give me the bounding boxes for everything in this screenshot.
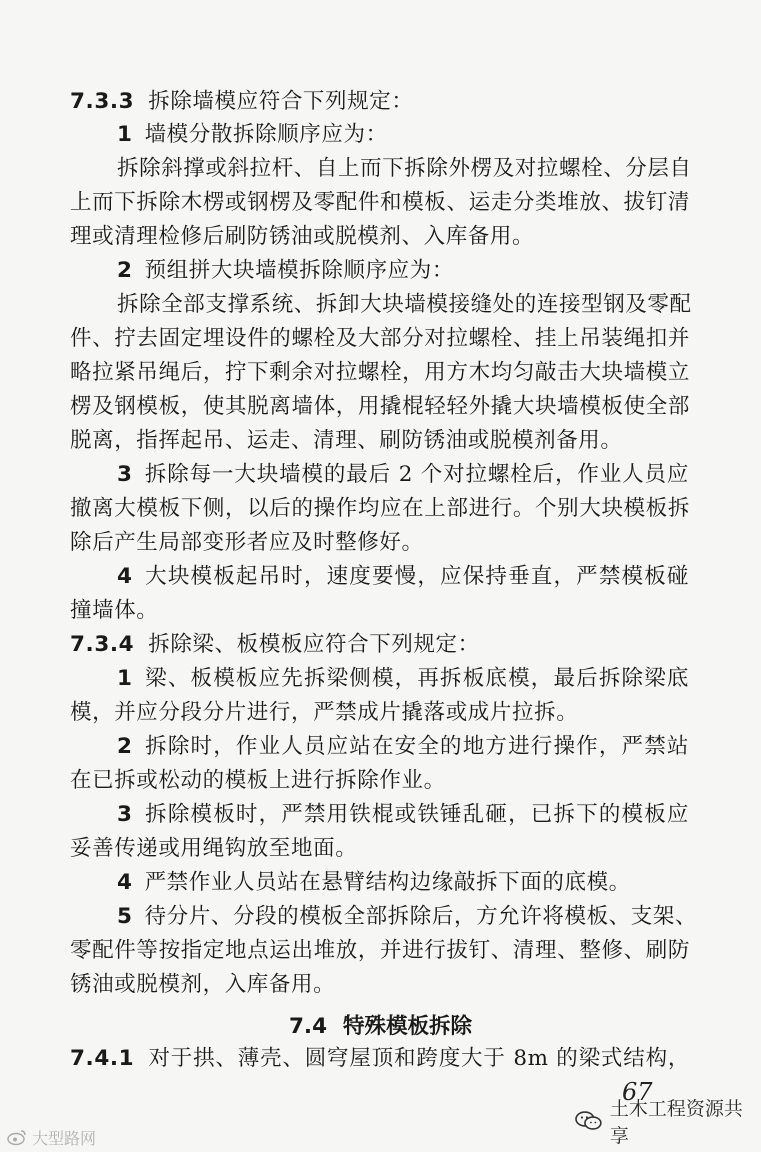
clause-number: 7.3.4: [70, 632, 135, 657]
item-text: 拆除每一大块墙模的最后 2 个对拉螺栓后，作业人员应: [144, 462, 689, 487]
paragraph-line: 在已拆或松动的模板上进行拆除作业。: [70, 768, 446, 793]
item-number: 5: [117, 904, 133, 929]
paragraph-line: 理或清理检修后刷防锈油或脱模剂、入库备用。: [70, 224, 535, 249]
item-number: 4: [117, 870, 133, 895]
item-title: 墙模分散拆除顺序应为：: [144, 122, 388, 147]
item-text: 严禁作业人员站在悬臂结构边缘敲拆下面的底模。: [144, 870, 631, 895]
watermark-right-text: 土木工程资源共享: [609, 1098, 743, 1147]
item-number: 3: [117, 802, 133, 827]
paragraph-line: 拆除斜撑或斜拉杆、自上而下拆除外楞及对拉螺栓、分层自: [117, 156, 692, 181]
item-number: 4: [117, 564, 133, 589]
section-title: 特殊模板拆除: [343, 1014, 473, 1039]
paragraph-line: 拆除全部支撑系统、拆卸大块墙模接缝处的连接型钢及零配: [117, 292, 692, 317]
item-text: 梁、板模板应先拆梁侧模，再拆板底模，最后拆除梁底: [144, 666, 689, 691]
watermark-right: [574, 1098, 761, 1147]
item-title: 预组拼大块墙模拆除顺序应为：: [144, 258, 454, 283]
clause-733-heading: [70, 85, 690, 119]
item-text: 待分片、分段的模板全部拆除后，方允许将模板、支架、: [144, 904, 698, 929]
paragraph-line: 上而下拆除木楞或钢楞及零配件和模板、运走分类堆放、拔钉清: [70, 190, 690, 215]
clause-number: 7.3.3: [70, 89, 135, 114]
item-number: 3: [117, 462, 133, 487]
paragraph-line: 脱离，指挥起吊、运走、清理、刷防锈油或脱模剂备用。: [70, 428, 623, 453]
clause-734-item-5: [117, 900, 698, 934]
paragraph-line: 零配件等按指定地点运出堆放，并进行拔钉、清理、整修、刷防: [70, 938, 690, 963]
wechat-icon: [574, 1110, 604, 1132]
section-number: 7.4: [288, 1014, 328, 1039]
clause-733-item-3: [117, 458, 689, 492]
clause-733-item-2-title: [117, 254, 689, 288]
item-number: 1: [117, 122, 133, 147]
paragraph-line: 件、拧去固定埋设件的螺栓及大部分对拉螺栓、挂上吊装绳扣并: [70, 326, 690, 351]
clause-734-heading: [70, 628, 690, 662]
watermark-left: [6, 1124, 96, 1150]
item-number: 1: [117, 666, 133, 691]
section-heading: [0, 1010, 761, 1044]
clause-741: [70, 1042, 690, 1076]
paragraph-line: 妥善传递或用绳钩放至地面。: [70, 836, 358, 861]
clause-734-item-2: [117, 730, 689, 764]
paragraph-line: 楞及钢模板，使其脱离墙体，用撬棍轻轻外撬大块墙模板使全部: [70, 394, 690, 419]
item-text: 拆除时，作业人员应站在安全的地方进行操作，严禁站: [144, 734, 689, 759]
paragraph-line: 除后产生局部变形者应及时整修好。: [70, 530, 424, 555]
item-number: 2: [117, 258, 133, 283]
item-number: 2: [117, 734, 133, 759]
clause-733-item-1-title: [117, 118, 689, 152]
paragraph-line: 撤离大模板下侧，以后的操作均应在上部进行。个别大块模板拆: [70, 496, 690, 521]
clause-734-item-4: [117, 866, 689, 900]
page-number: 67: [622, 1078, 653, 1106]
clause-734-item-3: [117, 798, 689, 832]
weibo-icon: [6, 1128, 28, 1146]
clause-text: 对于拱、薄壳、圆穹屋顶和跨度大于 8m 的梁式结构，: [148, 1046, 690, 1071]
paragraph-line: 锈油或脱模剂，入库备用。: [70, 972, 336, 997]
clause-heading-text: 拆除墙模应符合下列规定：: [148, 89, 414, 114]
paragraph-line: 模，并应分段分片进行，严禁成片撬落或成片拉拆。: [70, 700, 579, 725]
clause-733-item-4: [117, 560, 689, 594]
paragraph-line: 撞墙体。: [70, 598, 159, 623]
clause-number: 7.4.1: [70, 1046, 135, 1071]
item-text: 拆除模板时，严禁用铁棍或铁锤乱砸，已拆下的模板应: [144, 802, 689, 827]
clause-heading-text: 拆除梁、板模板应符合下列规定：: [148, 632, 480, 657]
clause-734-item-1: [117, 662, 689, 696]
paragraph-line: 略拉紧吊绳后，拧下剩余对拉螺栓，用方木均匀敲击大块墙模立: [70, 360, 690, 385]
watermark-left-text: 大型路网: [32, 1128, 97, 1148]
item-text: 大块模板起吊时，速度要慢，应保持垂直，严禁模板碰: [144, 564, 689, 589]
